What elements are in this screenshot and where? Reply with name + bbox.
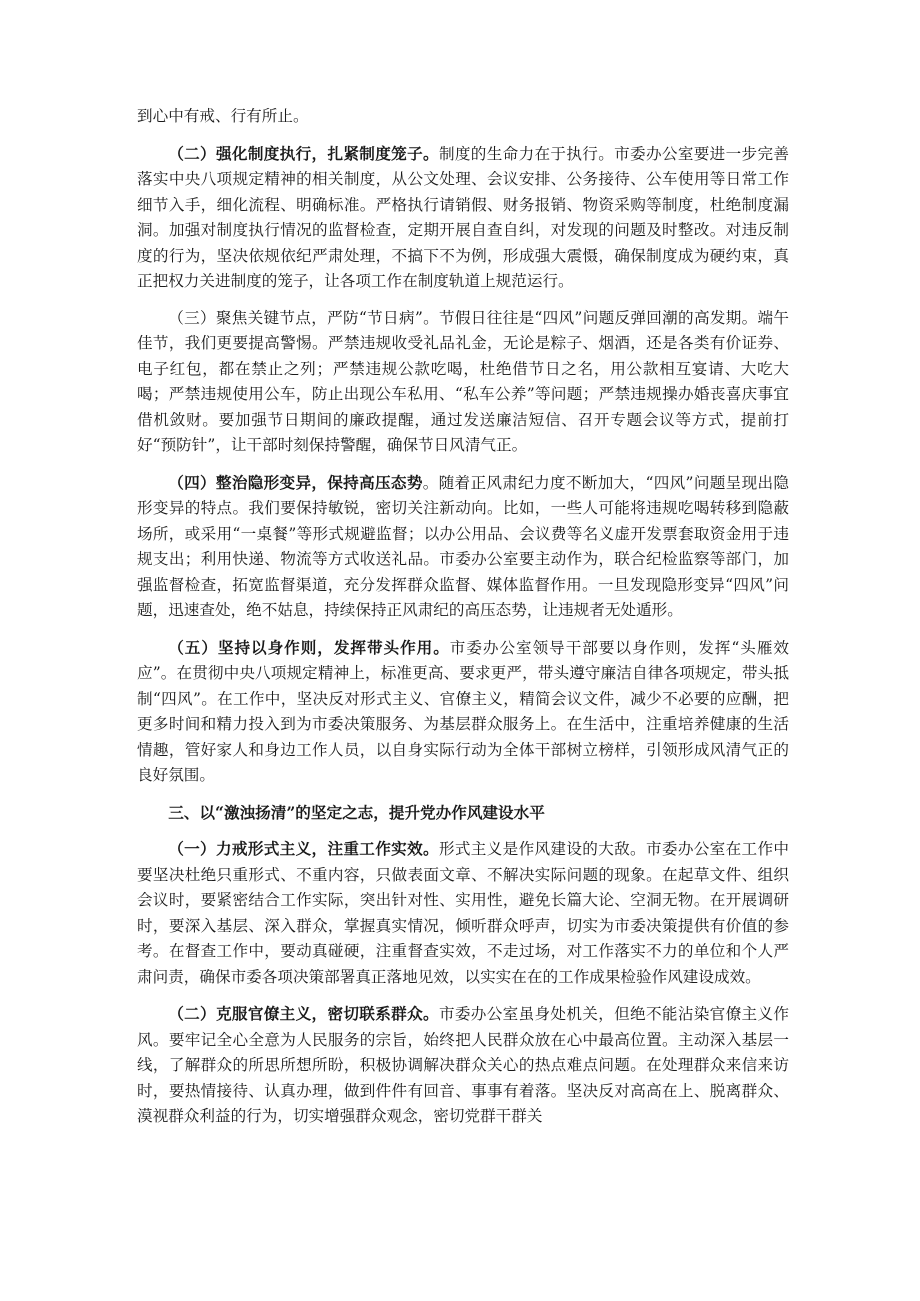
paragraph-lead: （五）坚持以身作则，发挥带头作用。 — [168, 637, 450, 657]
paragraph-body: （三）聚焦关键节点，严防“节日病”。节假日往往是“四风”问题反弹回潮的高发期。端午佳节，我们更要提高警惕。严禁违规收受礼品礼金，无论是粽子、烟酒，还是各类有价证券、电子红包，都在禁止之列；严禁违规公款吃喝，杜绝借节日之名，用公款相互宴请、大吃大喝；严禁违规使用公车，防止出现公车私用、“私车公养”等问题；严禁违规操办婚丧喜庆事宜借机敛财。要加强节日期间的廉政提醒，通过发送廉洁短信、召开专题会议等方式，提前打好“预防针”，让干部时刻保持警醒，确保节日风清气正。 — [137, 308, 789, 454]
paragraph-bureaucratism — [137, 1001, 789, 1130]
paragraph-formalism — [137, 836, 789, 990]
paragraph-enforce-system — [137, 141, 789, 295]
paragraph-holiday-nodes — [137, 306, 789, 459]
paragraph-body: 市委办公室领导干部要以身作则，发挥“头雁效应”。在贯彻中央八项规定精神上，标准更高、要求更严，带头遵守廉洁自律各项规定，带头抵制“四风”。在工作中，坚决反对形式主义、官僚主义，精简会议文件，减少不必要的应酬，把更多时间和精力投入到为市委决策服务、为基层群众服务上。在生活中，注重培养健康的生活情趣，管好家人和身边工作人员，以自身实际行动为全体干部树立榜样，引领形成风清气正的良好氛围。 — [137, 638, 789, 784]
paragraph-continuation — [137, 104, 789, 130]
paragraph-body: 市委办公室虽身处机关，但绝不能沾染官僚主义作风。要牢记全心全意为人民服务的宗旨，始终把人民群众放在心中最高位置。主动深入基层一线，了解群众的所思所想所盼，积极协调解决群众关心的热点难点问题。在处理群众来信来访时，要热情接待、认真办理，做到件件有回音、事事有着落。坚决反对高高在上、脱离群众、漠视群众利益的行为，切实增强群众观念，密切党群干群关 — [137, 1005, 789, 1125]
section-heading: 三、以“激浊扬清”的坚定之志，提升党办作风建设水平 — [168, 802, 545, 822]
paragraph-body: 制度的生命力在于执行。市委办公室要进一步完善落实中央八项规定精神的相关制度，从公文处理、会议安排、公务接待、公车使用等日常工作细节入手，细化流程、明确标准。严格执行请销假、财务报销、物资采购等制度，杜绝制度漏洞。加强对制度执行情况的监督检查，定期开展自查自纠，对发现的问题及时整改。对违反制度的行为，坚决依规依纪严肃处理，不搞下不为例，形成强大震慑，确保制度成为硬约束，真正把权力关进制度的笼子，让各项工作在制度轨道上规范运行。 — [137, 144, 789, 290]
document-page — [137, 104, 789, 1141]
paragraph-lead: （四）整治隐形变异，保持高压态势 — [168, 472, 423, 492]
paragraph-lead: （一）力戒形式主义，注重工作实效。 — [168, 839, 439, 858]
paragraph-body: 。随着正风肃纪力度不断加大，“四风”问题呈现出隐形变异的特点。我们要保持敏锐，密切关注新动向。比如，一些人可能将违规吃喝转移到隐蔽场所，或采用“一桌餐”等形式规避监督；以办公用品、会议费等名义虚开发票套取资金用于违规支出；利用快递、物流等方式收送礼品。市委办公室要主动作为，联合纪检监察等部门，加强监督检查，拓宽监督渠道，充分发挥群众监督、媒体监督作用。一旦发现隐形变异“四风”问题，迅速查处，绝不姑息，持续保持正风肃纪的高压态势，让违规者无处遁形。 — [137, 473, 789, 619]
paragraph-hidden-variants — [137, 470, 789, 624]
paragraph-body: 到心中有戒、行有所止。 — [137, 107, 309, 125]
paragraph-lead-by-example — [137, 635, 789, 789]
paragraph-lead: （二）强化制度执行，扎紧制度笼子。 — [168, 143, 439, 163]
paragraph-body: 形式主义是作风建设的大敌。市委办公室在工作中要坚决杜绝只重形式、不重内容，只做表面文章、不解决实际问题的现象。在起草文件、组织会议时，要紧密结合工作实际，突出针对性、实用性，避免长篇大论、空洞无物。在开展调研时，要深入基层、深入群众，掌握真实情况，倾听群众呼声，切实为市委决策提供有价值的参考。在督查工作中，要动真碰硬，注重督查实效，不走过场，对工作落实不力的单位和个人严肃问责，确保市委各项决策部署真正落地见效，以实实在在的工作成果检验作风建设成效。 — [137, 840, 789, 986]
paragraph-lead: （二）克服官僚主义，密切联系群众。 — [168, 1004, 439, 1023]
